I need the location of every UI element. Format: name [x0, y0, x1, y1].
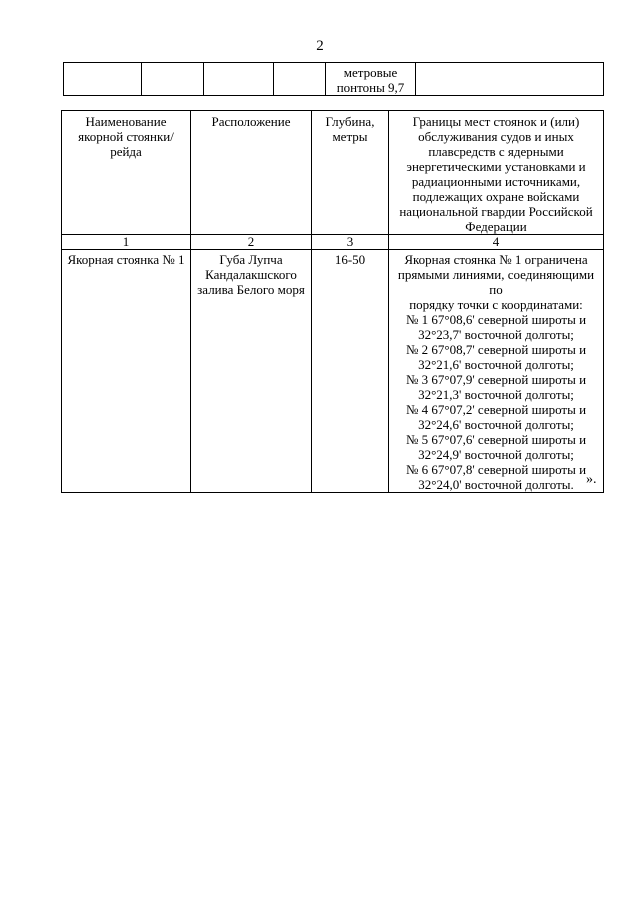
boundary-line: № 3 67°07,9' северной широты и [405, 372, 587, 387]
boundary-line: Якорная стоянка № 1 ограничена [404, 252, 588, 267]
boundary-line: № 1 67°08,6' северной широты и [405, 312, 587, 327]
table-cell [274, 63, 326, 96]
table-header-row [62, 111, 604, 235]
anchorage-boundaries [389, 250, 604, 493]
boundary-line: № 6 67°07,8' северной широты и [405, 462, 587, 477]
boundary-line: 32°24,6' восточной долготы; [418, 417, 574, 432]
boundary-line: 32°24,0' восточной долготы. [418, 477, 574, 492]
table-row [62, 250, 604, 493]
table-cell-pontoons [326, 63, 416, 96]
column-number-row [62, 235, 604, 250]
anchorage-depth: 16-50 [312, 250, 389, 493]
column-number: 1 [62, 235, 191, 250]
header-name [62, 111, 191, 235]
top-table-fragment [63, 62, 604, 96]
header-line: Глубина, [325, 114, 375, 129]
closing-quote: ». [586, 472, 597, 487]
column-number: 3 [312, 235, 389, 250]
table-cell [416, 63, 604, 96]
page-number: 2 [316, 38, 324, 54]
column-number: 4 [389, 235, 604, 250]
anchorage-table [61, 110, 604, 493]
header-depth [312, 111, 389, 235]
boundary-line: прямыми линиями, соединяющими по [397, 267, 595, 297]
boundary-line: порядку точки с координатами: [409, 297, 583, 312]
cell-text-line: понтоны 9,7 [336, 80, 405, 95]
cell-text-line: метровые [343, 65, 398, 80]
header-line: энергетическими установками и [406, 159, 586, 174]
column-number: 2 [191, 235, 312, 250]
header-location [191, 111, 312, 235]
table-cell [142, 63, 204, 96]
header-line: плавсредств с ядерными [428, 144, 564, 159]
anchorage-name: Якорная стоянка № 1 [62, 250, 191, 493]
anchorage-location [191, 250, 312, 493]
header-line: Наименование [85, 114, 167, 129]
location-line: залива Белого моря [197, 282, 305, 297]
boundary-line: 32°24,9' восточной долготы; [418, 447, 574, 462]
boundary-line: 32°21,6' восточной долготы; [418, 357, 574, 372]
header-line: радиационными источниками, [411, 174, 581, 189]
header-line: Расположение [211, 114, 291, 129]
header-line: обслуживания судов и иных [418, 129, 574, 144]
location-line: Губа Лупча [219, 252, 283, 267]
header-line: национальной гвардии Российской [399, 204, 593, 219]
location-line: Кандалакшского [205, 267, 297, 282]
table-cell [204, 63, 274, 96]
header-line: метры [332, 129, 368, 144]
table-row [64, 63, 604, 96]
boundary-line: № 2 67°08,7' северной широты и [405, 342, 587, 357]
boundary-line: № 5 67°07,6' северной широты и [405, 432, 587, 447]
table-cell [64, 63, 142, 96]
header-line: якорной стоянки/рейда [78, 129, 174, 159]
header-line: подлежащих охране войсками [412, 189, 580, 204]
header-boundaries [389, 111, 604, 235]
boundary-line: № 4 67°07,2' северной широты и [405, 402, 587, 417]
boundary-line: 32°23,7' восточной долготы; [418, 327, 574, 342]
header-line: Федерации [465, 219, 527, 234]
boundary-line: 32°21,3' восточной долготы; [418, 387, 574, 402]
header-line: Границы мест стоянок и (или) [412, 114, 580, 129]
